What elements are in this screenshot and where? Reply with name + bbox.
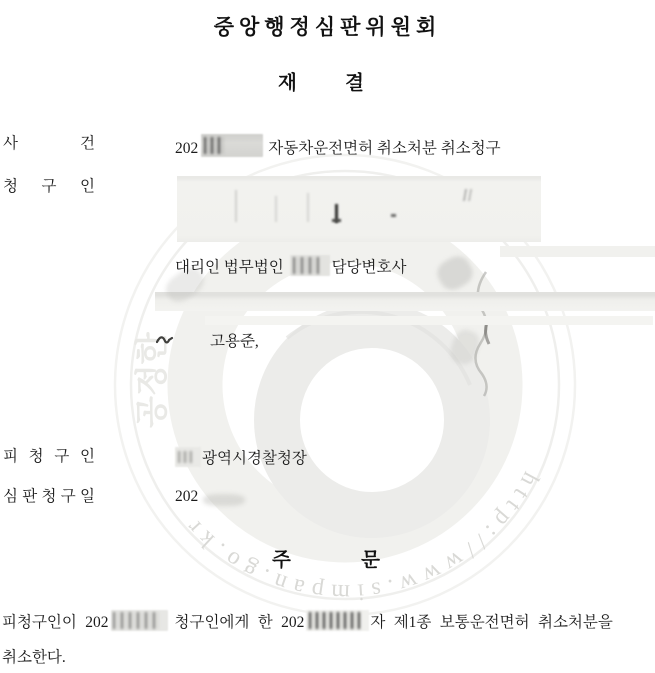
redaction-mark	[275, 196, 277, 222]
redaction-mark	[399, 200, 402, 223]
case-value	[175, 134, 501, 158]
order-body-line2: 취소한다.	[2, 649, 66, 666]
filing-date-label: 심 판 청 구 일	[3, 488, 95, 505]
redaction-claimant-box	[177, 176, 541, 242]
order-text-b: 청구인에게 한 202	[174, 614, 305, 631]
respondent-label: 피 청 구 인	[3, 448, 95, 465]
watermark-url-text: http://www.simpan.go.kr	[176, 467, 544, 606]
attorney-name: 고용준,	[210, 333, 259, 350]
redaction-mark	[307, 193, 309, 222]
decision-heading: 재 결	[278, 72, 364, 94]
case-subject: 자동차운전면허 취소처분 취소청구	[268, 140, 501, 157]
case-number-prefix: 202	[175, 140, 199, 157]
pen-scribble-mark	[156, 334, 174, 346]
redaction-respondent-city	[175, 447, 201, 467]
redaction-order-date1	[111, 610, 168, 631]
scan-band-right	[500, 246, 655, 257]
agent-line	[175, 255, 406, 277]
respondent-value	[175, 447, 307, 468]
order-text-c: 자 제1종 보통운전면허 취소처분을	[370, 614, 613, 631]
scan-smudge-right	[433, 252, 477, 295]
redaction-order-date2	[306, 610, 369, 631]
filing-date-value	[175, 487, 198, 506]
watermark-swoosh	[277, 325, 467, 515]
order-text-a: 피청구인이 202	[2, 614, 109, 631]
order-heading: 주 문	[272, 549, 380, 571]
redaction-lawfirm-name	[290, 255, 330, 276]
redaction-case-number	[201, 134, 263, 157]
redaction-mark	[235, 190, 237, 222]
redaction-mark	[462, 189, 474, 201]
filing-date-prefix: 202	[175, 488, 199, 505]
case-label: 사 건	[3, 135, 95, 152]
scan-band-wide	[155, 292, 655, 311]
scan-smudge-mid	[447, 327, 483, 368]
watermark-slogan-text: 공정한	[133, 332, 170, 428]
redaction-filing-date	[203, 494, 245, 506]
commission-title: 중앙행정심판위원회	[213, 16, 442, 39]
order-body-line1	[2, 610, 613, 633]
agent-prefix: 대리인 법무법인	[175, 259, 284, 276]
redaction-mark	[332, 219, 341, 222]
claimant-label: 청 구 인	[3, 178, 95, 195]
scan-band-low	[205, 316, 653, 325]
agent-suffix: 담당변호사	[331, 259, 407, 276]
respondent-title: 광역시경찰청장	[202, 450, 307, 467]
redaction-mark	[391, 214, 396, 217]
